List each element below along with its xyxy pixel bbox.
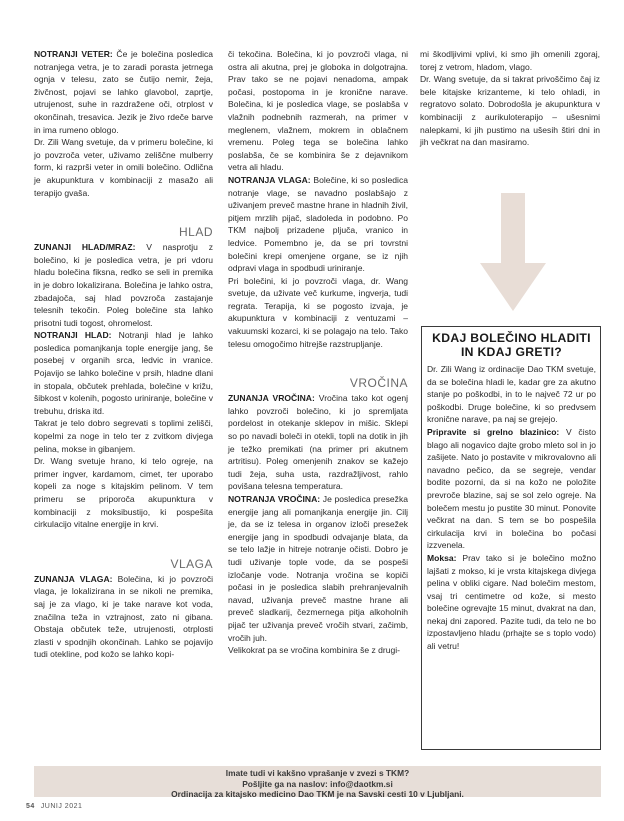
paragraph [228, 174, 408, 275]
info-box [421, 326, 601, 750]
subheading: Pripravite si grelno blazinico: [427, 426, 560, 437]
subheading: NOTRANJI VETER: [34, 49, 113, 59]
paragraph-text: Bolečine, ki so posledica notranje vlage, se navadno poslabšajo z uživanjem preveč mastne hrane in hladnih živil, pitjem mrzlih pijač, sladoleda in podobno. Po TKM najbolj prizadene pljuča, vranico in ledvice. Pomembno je, da se pri tovrstni bolečini krepi omenjene organe, se iz njih odpravi vlaga in spodbudi uriniranje. [228, 174, 408, 274]
paragraph: Velikokrat pa se vročina kombinira še z drugi- [228, 645, 400, 656]
paragraph [228, 392, 408, 493]
section-title-hlad: HLAD [178, 225, 213, 240]
paragraph [34, 48, 213, 136]
contact-footer [34, 766, 601, 800]
article-column-3 [420, 48, 600, 149]
article-column-1 [34, 48, 213, 661]
paragraph [34, 241, 213, 329]
section-title-vrocina: VROČINA [349, 376, 408, 391]
subheading: ZUNANJA VROČINA: [228, 393, 315, 404]
paragraph-text: Če je bolečina posledica notranjega vetra, je to zaradi porasta jetrnega ognja v telesu, zato se čutijo nemir, žeja, živčnost, pojavi se lahko glavobol, zaprtje, utrujenost, suhe in razdražene oči, otrplost v okončinah, tresavica. Jezik je živo rdeče barve in ima rumeno oblogo. [34, 49, 213, 135]
paragraph [427, 426, 596, 552]
paragraph-text: Vročina tako kot ogenj lahko povzroči bolečino, ki jo spremljata pordelost in otekanje sklepov in mišic. Sklepi so po navadi boleči in otekli, topli na dotik in jih je težko premikati (na primer pri akutnem artritisu). Poleg omenjenih znakov se kažejo tudi žeja, suha usta, razdražljivost, rahlo povišana telesna temperatura. [228, 393, 408, 492]
paragraph: mi škodljivimi vplivi, ki smo jih omenili zgoraj, torej z vetrom, hladom, vlago. [420, 49, 600, 72]
paragraph: Takrat je telo dobro segrevati s toplimi zelišči, kopelmi za noge in telo ter z zvitkom divjega pelina, mokse in gibanjem. [34, 418, 213, 454]
info-box-title: KDAJ BOLEČINO HLADITI IN KDAJ GRETI? [432, 331, 591, 359]
footer-address: Ordinacija za kitajsko medicino Dao TKM je na Savski cesti 10 v Ljubljani. [171, 789, 464, 800]
paragraph-text: V nasprotju z bolečino, ki je posledica vetra, je pri vdoru hladu bolečina fiksna, redko se seli in premika in je dobro lokalizirana. Bolečina je lahko ostra, zbadajoča, saj hlad povzroča zastajanje telesnih tekočin. Poleg bolečine sta lahko prisotni tudi togost, ohromelost. [34, 242, 213, 328]
subheading: NOTRANJA VROČINA: [228, 494, 321, 504]
paragraph [427, 552, 596, 653]
paragraph: Pri bolečini, ki jo povzroči vlaga, dr. Wang svetuje, da uživate več kurkume, ingverja, tudi regrata. Terapija, ki se pogosto izvaja, je akupunktura v kombinaciji z ventuzami – vakuumski kozarci, ki se polagajo na telo. Tako telesu omogočimo hitrejše razstrupljanje. [228, 275, 408, 349]
subheading: NOTRANJA VLAGA: [228, 174, 311, 185]
paragraph-text: V čisto blago ali nogavico dajte grobo mleto sol in jo zašijete. Nato jo postavite v mikrovalovno ali navadno pečico, da se segreje, vendar bodite pozorni, da si na kožo ne položite prevroče blazine, saj se sol zelo ogreje. Na bolečem mestu jo pustite 30 minut. Ponovite večkrat na dan. S tem se bo pospešila cirkulacija krvi in bolečina bo počasi izzvenela. [427, 426, 596, 551]
subheading: ZUNANJI HLAD/MRAZ: [34, 242, 136, 253]
footer-email: Pošljite ga na naslov: info@daotkm.si [242, 778, 393, 789]
section-title-vlaga: VLAGA [170, 556, 213, 571]
footer-question: Imate tudi vi kakšno vprašanje v zvezi s TKM? [225, 768, 410, 778]
paragraph: Dr. Zili Wang svetuje, da v primeru bolečine, ki jo povzroča veter, uživamo zeliščne mulberry form, ki razprši veter in omili bolečino. Odlična je akupunktura v kombinaciji z masažo ali terapijo gvaša. [34, 137, 213, 198]
paragraph: či tekočina. Bolečina, ki jo povzroči vlaga, ni ostra ali akutna, prej je globoka in dolgotrajna. Prav tako se ne pojavi nenadoma, ampak počasi, postopoma in je kronične narave. Bolečina, ki je posledica vlage, se poslabša v vlažnih podnebnih razmerah, na primer v meglenem, vlažnem, mokrem in oblačnem vremenu. Poleg tega se bolečina lahko poslabša, če se kombinira še z dejavnikom vetra ali hladu. [228, 49, 408, 173]
paragraph-text: Je posledica presežka energije jang ali pomanjkanja energije jin. Cilj je, da se iz telesa in organov izloči presežek energije jang in spodbudi odvajanje blata, da se telo lažje in hitreje notranje očisti. Dobro je tudi uživanje tople vode, da se pospeši izločanje vode. Notranja vročina se kopiči počasi in je posledica slabih prehranjevalnih navad, uživanja preveč mastne hrane ali preveč sladkarij, čezmernega pitja alkoholnih pijač ter uživanja preveč vročih stvari, začimb, vročih juh. [228, 494, 408, 643]
page-footer [26, 803, 82, 810]
paragraph-text: Prav tako si je bolečino možno lajšati z mokso, ki je vrsta kitajskega divjega pelina v obliki cigare. Nad bolečim mestom, vsaj tri centimetre od kože, si mesto bolečine ogrevajte 15 minut, dvakrat na dan, nekaj dni zapored. Pazite tudi, da telo ne bo izpostavljeno hladu (prhajte se s toplo vodo) ali vetru! [427, 552, 596, 652]
paragraph-text: Notranji hlad je lahko posledica pomanjkanja tople energije jang, še posebej v organih srca, ledvic in vranice. Pojavijo se lahko bolečine v prsih, hladne dlani in stopala, občutek prehlada, bolečine v križu, šibkost v kolenih, pogosto uriniranje, bolečine v trebuhu, driska itd. [34, 330, 213, 416]
subheading: ZUNANJA VLAGA: [34, 573, 113, 584]
paragraph: Dr. Wang svetuje, da si takrat privoščimo čaj iz bele kitajske krizanteme, ki telo ohladi, in regratovo solato. Dobrodošla je akupunktura v kombinaciji z aurikuloterapijo – ušesnimi nalepkami, ki jih pustimo na ušesih štiri dni in jih večkrat na dan masiramo. [420, 74, 600, 148]
paragraph [228, 493, 408, 644]
page-number: 54 [26, 803, 35, 810]
paragraph: Dr. Wang svetuje hrano, ki telo ogreje, na primer ingver, kardamom, cimet, ter uporabo kopeli za noge s kitajskim pelinom. V tem primeru se priporoča akupunktura v kombinaciji z moksibustijo, ki pospešita cirkulacijo vitalne energije in krvi. [34, 456, 213, 530]
issue-date: JUNIJ 2021 [40, 803, 83, 810]
down-arrow-icon [480, 193, 546, 311]
paragraph: Dr. Zili Wang iz ordinacije Dao TKM svetuje, da se bolečina hladi le, kadar gre za akutno stanje po poškodbi, in to le največ 72 ur po poškodbi. Druge bolečine, ki so predvsem kronične narave, pa naj se grejejo. [427, 364, 596, 425]
subheading: Moksa: [427, 552, 457, 563]
paragraph [34, 329, 213, 417]
paragraph [34, 573, 213, 661]
subheading: NOTRANJI HLAD: [34, 330, 112, 341]
paragraph-text: Bolečina, ki jo povzroči vlaga, je lokalizirana in se nikoli ne premika, saj je za vlago, ki je take narave kot voda, značilna teža in vztrajnost, zato ni gibana. Obstaja občutek teže, utrujenosti, otrplosti zlasti v spodnjih okončinah. Lahko se pojavijo tudi otekline, pod kožo se lahko kopi- [34, 573, 214, 660]
article-column-2 [228, 48, 408, 657]
